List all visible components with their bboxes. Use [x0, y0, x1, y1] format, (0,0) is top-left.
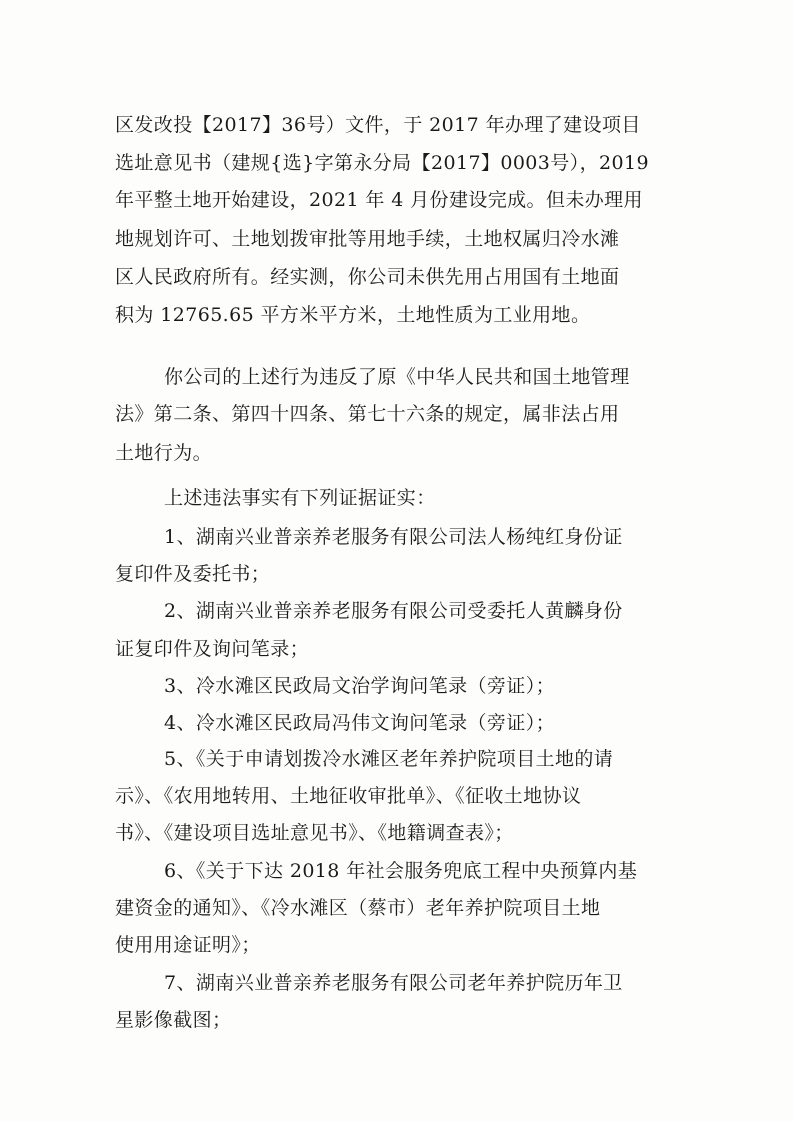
evidence-item-line: 7、湖南兴业普亲养老服务有限公司老年养护院历年卫	[164, 972, 623, 994]
evidence-heading: 上述违法事实有下列证据证实：	[164, 487, 436, 509]
paragraph-line: 地规划许可、土地划拨审批等用地手续，土地权属归冷水滩	[115, 228, 620, 250]
paragraph-line: 选址意见书（建规{选}字第永分局【2017】0003号），2019	[115, 152, 649, 174]
evidence-item-line: 2、湖南兴业普亲养老服务有限公司受委托人黄麟身份	[164, 600, 623, 622]
evidence-item-line: 复印件及委托书；	[115, 563, 271, 585]
paragraph-line: 区人民政府所有。经实测，你公司未供先用占用国有土地面	[115, 266, 620, 288]
evidence-item-line: 使用用途证明》；	[115, 934, 261, 956]
evidence-item-line: 示》、《农用地转用、土地征收审批单》、《征收土地协议	[115, 785, 582, 807]
evidence-item-line: 证复印件及询问笔录；	[115, 638, 310, 660]
paragraph-line: 土地行为。	[115, 442, 213, 464]
paragraph-line: 法》第二条、第四十四条、第七十六条的规定，属非法占用	[115, 403, 620, 425]
evidence-item-line: 建资金的通知》、《冷水滩区（蔡市）老年养护院项目土地	[115, 897, 601, 919]
paragraph-line: 年平整土地开始建设，2021 年 4 月份建设完成。但未办理用	[115, 189, 643, 211]
evidence-item-line: 3、冷水滩区民政局文治学询问笔录（旁证）；	[164, 675, 555, 697]
paragraph-line: 你公司的上述行为违反了原《中华人民共和国土地管理	[164, 366, 630, 388]
evidence-item-line: 星影像截图；	[115, 1009, 232, 1031]
evidence-item-line: 4、冷水滩区民政局冯伟文询问笔录（旁证）；	[164, 712, 555, 734]
evidence-item-line: 6、《关于下达 2018 年社会服务兜底工程中央预算内基	[164, 860, 638, 882]
paragraph-line: 积为 12765.65 平方米平方米，土地性质为工业用地。	[115, 304, 591, 326]
evidence-item-line: 书》、《建设项目选址意见书》、《地籍调查表》；	[115, 822, 514, 844]
evidence-item-line: 1、湖南兴业普亲养老服务有限公司法人杨纯红身份证	[164, 526, 623, 548]
evidence-item-line: 5、《关于申请划拨冷水滩区老年养护院项目土地的请	[164, 748, 614, 770]
paragraph-line: 区发改投【2017】36号）文件，于 2017 年办理了建设项目	[115, 114, 641, 136]
